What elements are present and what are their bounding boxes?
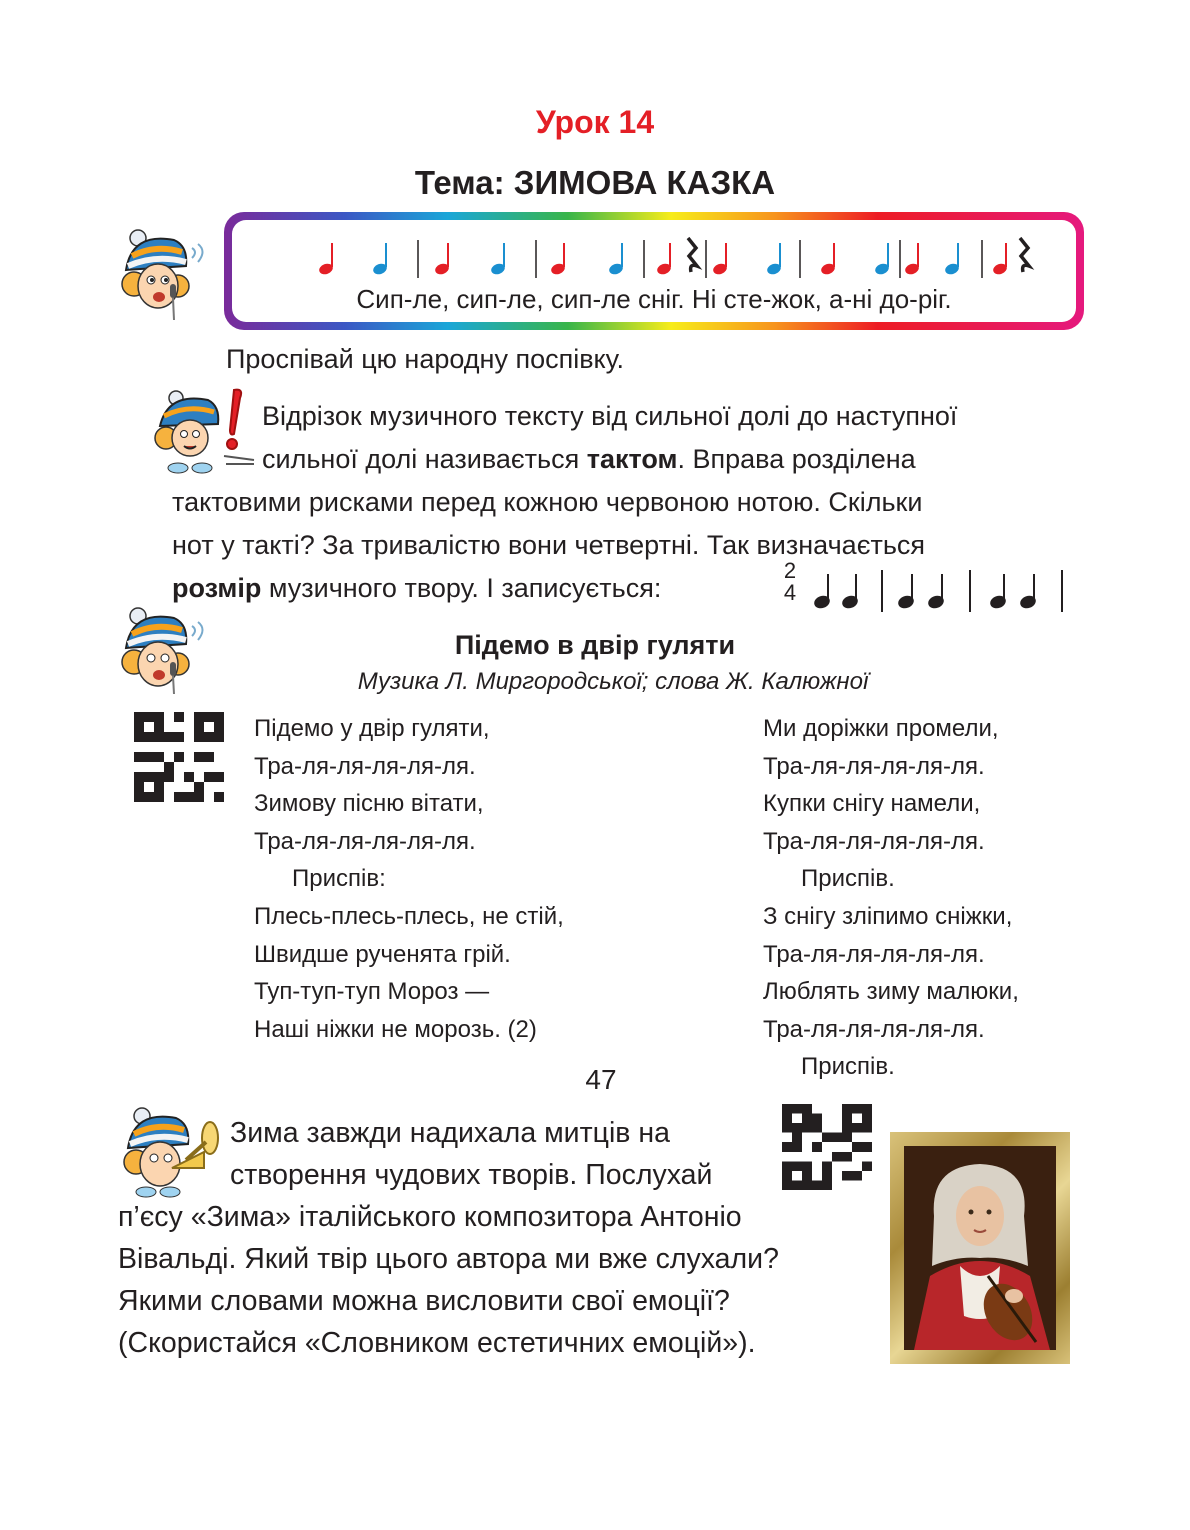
listening-line: Якими словами можна висловити свої емоції? xyxy=(118,1285,730,1317)
lyric-line: Швидше рученята грій. xyxy=(254,940,511,968)
chorus-label: Приспів: xyxy=(292,865,386,893)
lyric-line: Тра-ля-ля-ля-ля-ля. xyxy=(254,827,476,855)
lesson-title: Урок 14 xyxy=(535,104,655,140)
lyric-line: Наші ніжки не морозь. (2) xyxy=(254,1015,537,1043)
theory-line xyxy=(172,438,1102,481)
listening-line: п’єсу «Зима» італійського композитора Антоніо xyxy=(118,1201,742,1233)
rhythm-notation xyxy=(232,220,1076,280)
portrait-image xyxy=(904,1146,1056,1350)
chorus-label: Приспів. xyxy=(801,865,895,893)
note-blue xyxy=(874,243,891,276)
song-authors: Музика Л. Миргородської; слова Ж. Калюжної xyxy=(357,668,869,695)
theory-text: сильної долі називається xyxy=(262,444,587,474)
listening-paragraph xyxy=(118,1112,878,1364)
note-red xyxy=(550,243,567,276)
note-red xyxy=(656,243,673,276)
vivaldi-portrait xyxy=(890,1132,1070,1364)
lyric-line: Підемо у двір гуляти, xyxy=(254,715,490,742)
note-red xyxy=(712,243,729,276)
lyric-line: Плесь-плесь-плесь, не стій, xyxy=(254,902,564,930)
note-blue xyxy=(608,243,625,276)
theory-line: Відрізок музичного тексту від сильної долі до наступної xyxy=(262,401,958,431)
note-red xyxy=(434,243,451,276)
note-blue xyxy=(490,243,507,276)
qr-code-icon[interactable] xyxy=(134,712,224,802)
listening-line: Вівальді. Який твір цього автора ми вже слухали? xyxy=(118,1243,779,1275)
song-title: Підемо в двір гуляти xyxy=(454,630,736,660)
lyrics-right-column xyxy=(763,710,1019,1086)
lyric-line: Ми доріжки промели, xyxy=(763,715,999,742)
lyric-line: Купки снігу намели, xyxy=(763,790,981,818)
term-bar: тактом xyxy=(586,444,678,474)
listening-line: (Скористайся «Словником естетичних емоцій»). xyxy=(118,1327,756,1359)
lyric-line: Тра-ля-ля-ля-ля-ля. xyxy=(763,1015,985,1043)
note-red xyxy=(904,243,921,276)
term-meter: розмір xyxy=(172,573,262,603)
lyric-line: Туп-туп-туп Мороз — xyxy=(254,978,490,1006)
lyrics-left-column xyxy=(254,710,564,1048)
lyric-line: Тра-ля-ля-ля-ля-ля. xyxy=(763,940,985,968)
quarter-rest xyxy=(1020,238,1029,272)
chant-box xyxy=(224,212,1084,330)
time-signature-top: 2 xyxy=(783,558,797,583)
lyric-line: Тра-ля-ля-ля-ля-ля. xyxy=(254,752,476,780)
listening-line: Зима завжди надихала митців на xyxy=(230,1117,670,1149)
time-signature xyxy=(780,560,800,604)
instruction-text: Проспівай цю народну поспівку. xyxy=(226,344,624,374)
lyric-line: Тра-ля-ля-ля-ля-ля. xyxy=(763,752,985,780)
note-red xyxy=(992,243,1009,276)
theory-text: . Вправа розділена xyxy=(677,444,916,474)
rhythm-example xyxy=(810,566,1072,612)
note-blue xyxy=(766,243,783,276)
lyric-line: Тра-ля-ля-ля-ля-ля. xyxy=(763,827,985,855)
note-blue xyxy=(944,243,961,276)
topic-title: Тема: ЗИМОВА КАЗКА xyxy=(414,164,776,201)
chant-text: Сип-ле, сип-ле, сип-ле сніг. Ні сте-жок, а-ні до-ріг. xyxy=(356,284,952,314)
singing-child-icon xyxy=(112,222,216,322)
time-signature-bottom: 4 xyxy=(783,580,797,605)
note-blue xyxy=(372,243,389,276)
note-red xyxy=(820,243,837,276)
listening-line: створення чудових творів. Послухай xyxy=(230,1159,713,1191)
lyric-line: З снігу зліпимо сніжки, xyxy=(763,902,1013,930)
note-red xyxy=(318,243,335,276)
theory-line: нот у такті? За тривалістю вони четвертні. Так визначається xyxy=(172,530,926,560)
lyric-line: Зимову пісню вітати, xyxy=(254,790,484,818)
page-number: 47 xyxy=(585,1064,617,1095)
theory-text: музичного твору. І записується: xyxy=(261,573,662,603)
lyric-line: Люблять зиму малюки, xyxy=(763,978,1019,1006)
quarter-rest xyxy=(688,238,697,272)
theory-line: тактовими рисками перед кожною червоною нотою. Скільки xyxy=(172,487,923,517)
chorus-label: Приспів. xyxy=(801,1053,895,1081)
